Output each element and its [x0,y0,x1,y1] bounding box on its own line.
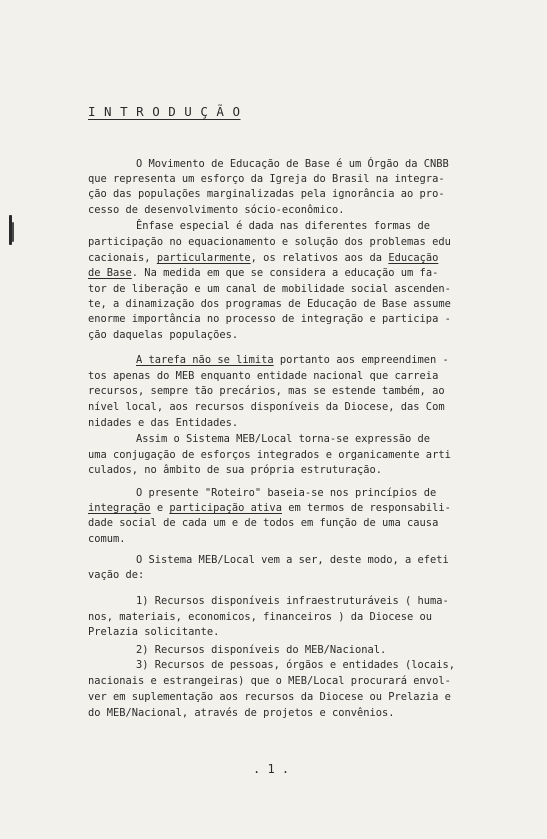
text-segment: O Movimento de Educação de Base é um Órgão da CNBB [136,158,449,170]
text-segment: cacionais, [88,252,157,264]
text-line [88,297,451,311]
text-segment: enorme importância no processo de integração e participa - [88,313,451,325]
underlined-text: de Base [88,267,132,279]
text-line [136,486,436,500]
text-line [88,463,382,477]
document-heading: I N T R O D U Ç Ã O [88,104,241,119]
text-segment: O presente "Roteiro" baseia-se nos princípios de [136,487,437,499]
text-segment: 2) Recursos disponíveis do MEB/Nacional. [136,644,387,656]
underlined-text: A tarefa não se limita [136,354,274,366]
text-segment: nacionais e estrangeiras) que o MEB/Local procurará envol- [88,675,451,687]
text-segment: dade social de cada um e de todos em função de uma causa [88,517,439,529]
text-line [88,448,451,462]
underlined-text: participação ativa [169,502,282,514]
text-line [88,568,144,582]
text-line [88,625,219,639]
text-line [88,400,445,414]
text-segment: recursos, sempre tão precários, mas se estende também, ao [88,385,445,397]
text-segment: culados, no âmbito de sua própria estruturação. [88,464,383,476]
text-line [88,416,238,430]
text-line [136,157,449,171]
text-segment: O Sistema MEB/Local vem a ser, deste modo, a efeti [136,554,449,566]
text-segment: nidades e das Entidades. [88,417,239,429]
text-line [88,172,445,186]
text-segment: vação de: [88,569,145,581]
page-number: . 1 . [253,762,290,776]
text-segment: , os relativos aos da [250,252,389,264]
binder-mark-secondary [12,222,14,242]
text-segment: ção das populações marginalizadas pela ignorância ao pro- [88,188,445,200]
text-line [88,516,438,530]
text-line [88,369,438,383]
text-segment: comum. [88,533,126,545]
text-segment: tor de liberação e um canal de mobilidade social ascenden- [88,283,451,295]
text-segment: ção daquelas populações. [88,329,239,341]
text-segment: nível local, aos recursos disponíveis da Diocese, das Com [88,401,445,413]
text-line [136,219,430,233]
text-line [88,266,438,280]
text-line [136,553,449,567]
text-line [136,353,449,367]
text-line [88,690,451,704]
text-segment: . Na medida em que se considera a educação um fa- [131,267,439,279]
text-segment: do MEB/Nacional, através de projetos e convênios. [88,707,395,719]
text-segment: 1) Recursos disponíveis infraestruturáveis ( huma- [136,595,449,607]
text-line [88,532,126,546]
text-segment: participação no equacionamento e solução dos problemas edu [88,236,451,248]
text-line [88,312,451,326]
text-segment: Prelazia solicitante. [88,626,220,638]
text-line [88,203,344,217]
text-line [136,643,386,657]
text-line [136,594,449,608]
text-segment: nos, materiais, economicos, financeiros ) da Diocese ou [88,611,433,623]
text-segment: Assim o Sistema MEB/Local torna-se expressão de [136,433,431,445]
text-line [88,235,451,249]
underlined-text: Educação [388,252,439,264]
underlined-text: particularmente [156,252,251,264]
underlined-text: integração [88,502,151,514]
text-line [88,187,445,201]
text-line [88,328,238,342]
text-segment: 3) Recursos de pessoas, órgãos e entidades (locais, [136,659,456,671]
text-line [88,610,432,624]
text-line [88,282,451,296]
text-segment: uma conjugação de esforços integrados e organicamente arti [88,449,451,461]
text-segment: ver em suplementação aos recursos da Diocese ou Prelazia e [88,691,451,703]
text-segment: e [150,502,170,514]
text-line [88,384,445,398]
text-line [88,674,451,688]
text-line [136,658,455,672]
text-segment: te, a dinamização dos programas de Educação de Base assume [88,298,451,310]
text-segment: Ênfase especial é dada nas diferentes formas de [136,220,431,232]
text-segment: em termos de responsabili- [281,502,451,514]
text-segment: tos apenas do MEB enquanto entidade nacional que carreia [88,370,439,382]
text-line [88,501,451,515]
text-line [88,251,438,265]
text-line [88,706,395,720]
text-segment: cesso de desenvolvimento sócio-econômico. [88,204,345,216]
text-segment: portanto aos empreendimen - [273,354,449,366]
text-segment: que representa um esforço da Igreja do Brasil na integra- [88,173,445,185]
text-line [136,432,430,446]
